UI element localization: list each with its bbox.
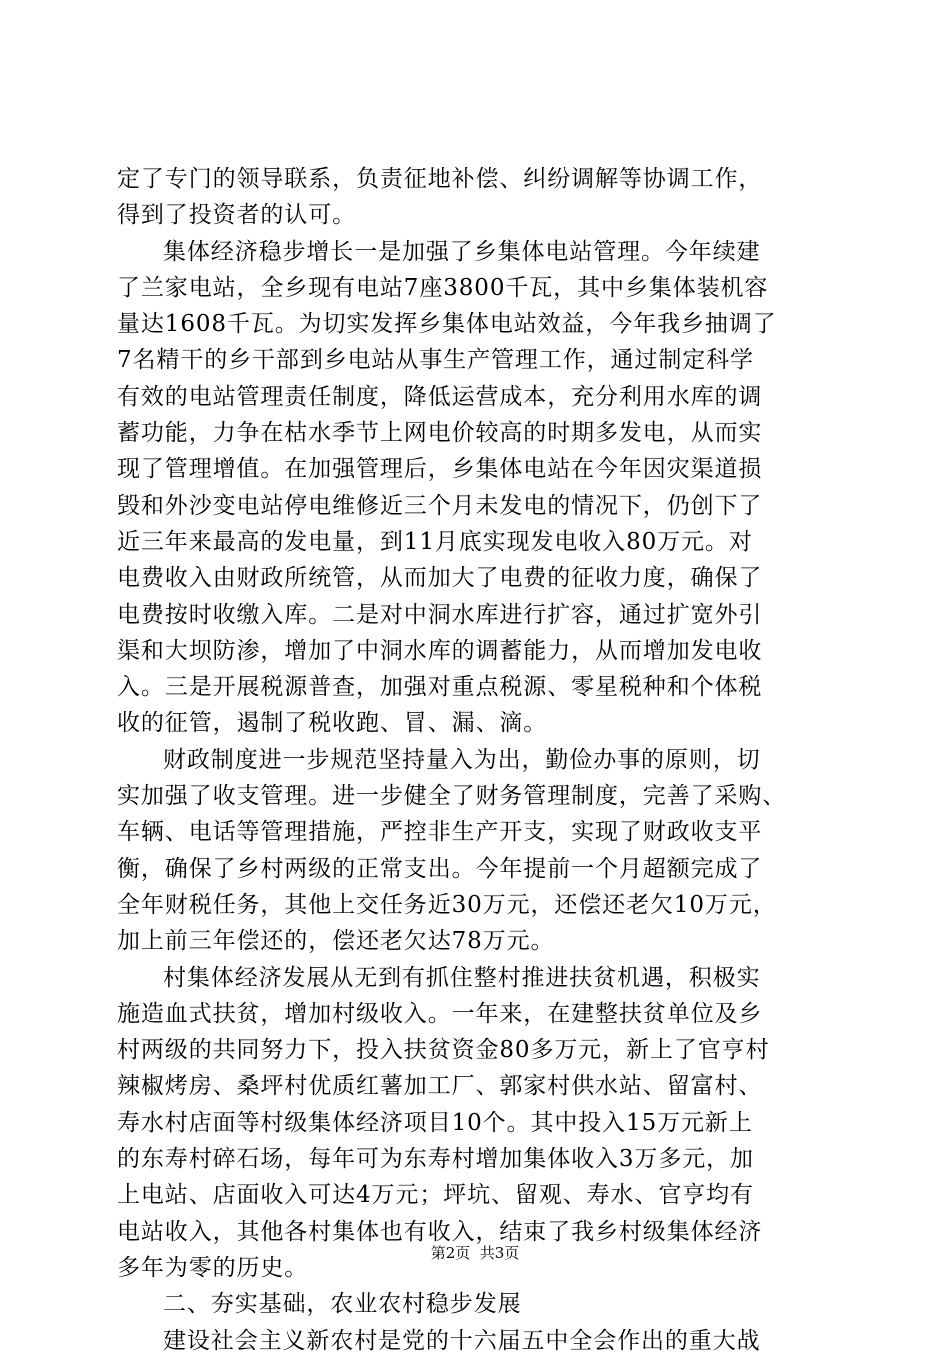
text-line: 衡，确保了乡村两级的正常支出。今年提前一个月超额完成了 bbox=[117, 855, 763, 882]
text-line: 实加强了收支管理。进一步健全了财务管理制度，完善了采购、 bbox=[117, 783, 787, 810]
section-heading: 二、夯实基础，农业农村稳步发展 bbox=[163, 1291, 522, 1318]
text-line: 蓄功能，力争在枯水季节上网电价较高的时期多发电，从而实 bbox=[117, 420, 763, 447]
text-line: 寿水村店面等村级集体经济项目10个。其中投入15万元新上 bbox=[117, 1109, 753, 1136]
page-number-footer: 第2页 共3页 bbox=[430, 1244, 520, 1262]
paragraph-start-line: 集体经济稳步增长一是加强了乡集体电站管理。今年续建 bbox=[163, 238, 761, 265]
text-line: 村两级的共同努力下，投入扶贫资金80多万元，新上了官亨村 bbox=[117, 1037, 770, 1064]
text-line: 电站收入，其他各村集体也有收入，结束了我乡村级集体经济 bbox=[117, 1218, 763, 1245]
text-line: 全年财税任务，其他上交任务近30万元，还偿还老欠10万元， bbox=[117, 891, 777, 918]
paragraph-start-line: 财政制度进一步规范坚持量入为出，勤俭办事的原则，切 bbox=[163, 746, 761, 773]
text-line: 电费按时收缴入库。二是对中洞水库进行扩容，通过扩宽外引 bbox=[117, 601, 763, 628]
text-line: 量达1608千瓦。为切实发挥乡集体电站效益，今年我乡抽调了 bbox=[117, 311, 777, 338]
text-line: 多年为零的历史。 bbox=[117, 1254, 309, 1281]
text-line: 了兰家电站，全乡现有电站7座3800千瓦，其中乡集体装机容 bbox=[117, 274, 769, 301]
text-line: 收的征管，遏制了税收跑、冒、漏、滴。 bbox=[117, 710, 548, 737]
text-line: 辣椒烤房、桑坪村优质红薯加工厂、郭家村供水站、留富村、 bbox=[117, 1073, 763, 1100]
text-line: 现了管理增值。在加强管理后，乡集体电站在今年因灾渠道损 bbox=[117, 456, 763, 483]
text-line: 加上前三年偿还的，偿还老欠达78万元。 bbox=[117, 928, 555, 955]
text-line: 有效的电站管理责任制度，降低运营成本，充分利用水库的调 bbox=[117, 383, 763, 410]
body-text bbox=[117, 161, 837, 1359]
text-line: 渠和大坝防渗，增加了中洞水库的调蓄能力，从而增加发电收 bbox=[117, 637, 763, 664]
text-line: 电费收入由财政所统管，从而加大了电费的征收力度，确保了 bbox=[117, 565, 763, 592]
text-line: 的东寿村碎石场，每年可为东寿村增加集体收入3万多元，加 bbox=[117, 1146, 754, 1173]
text-line: 近三年来最高的发电量，到11月底实现发电收入80万元。对 bbox=[117, 528, 753, 555]
text-line: 上电站、店面收入可达4万元；坪坑、留观、寿水、官亨均有 bbox=[117, 1182, 754, 1209]
paragraph-start-line: 村集体经济发展从无到有抓住整村推进扶贫机遇，积极实 bbox=[163, 964, 761, 991]
text-line: 得到了投资者的认可。 bbox=[117, 202, 356, 229]
text-line: 7名精干的乡干部到乡电站从事生产管理工作，通过制定科学 bbox=[117, 347, 754, 374]
paragraph-start-line: 建设社会主义新农村是党的十六届五中全会作出的重大战 bbox=[163, 1327, 761, 1354]
text-line: 车辆、电话等管理措施，严控非生产开支，实现了财政收支平 bbox=[117, 819, 763, 846]
text-line: 入。三是开展税源普查，加强对重点税源、零星税种和个体税 bbox=[117, 674, 763, 701]
text-line: 定了专门的领导联系，负责征地补偿、纠纷调解等协调工作， bbox=[117, 166, 763, 192]
text-line: 施造血式扶贫，增加村级收入。一年来，在建整扶贫单位及乡 bbox=[117, 1000, 763, 1027]
text-line: 毁和外沙变电站停电维修近三个月未发电的情况下，仍创下了 bbox=[117, 492, 763, 519]
